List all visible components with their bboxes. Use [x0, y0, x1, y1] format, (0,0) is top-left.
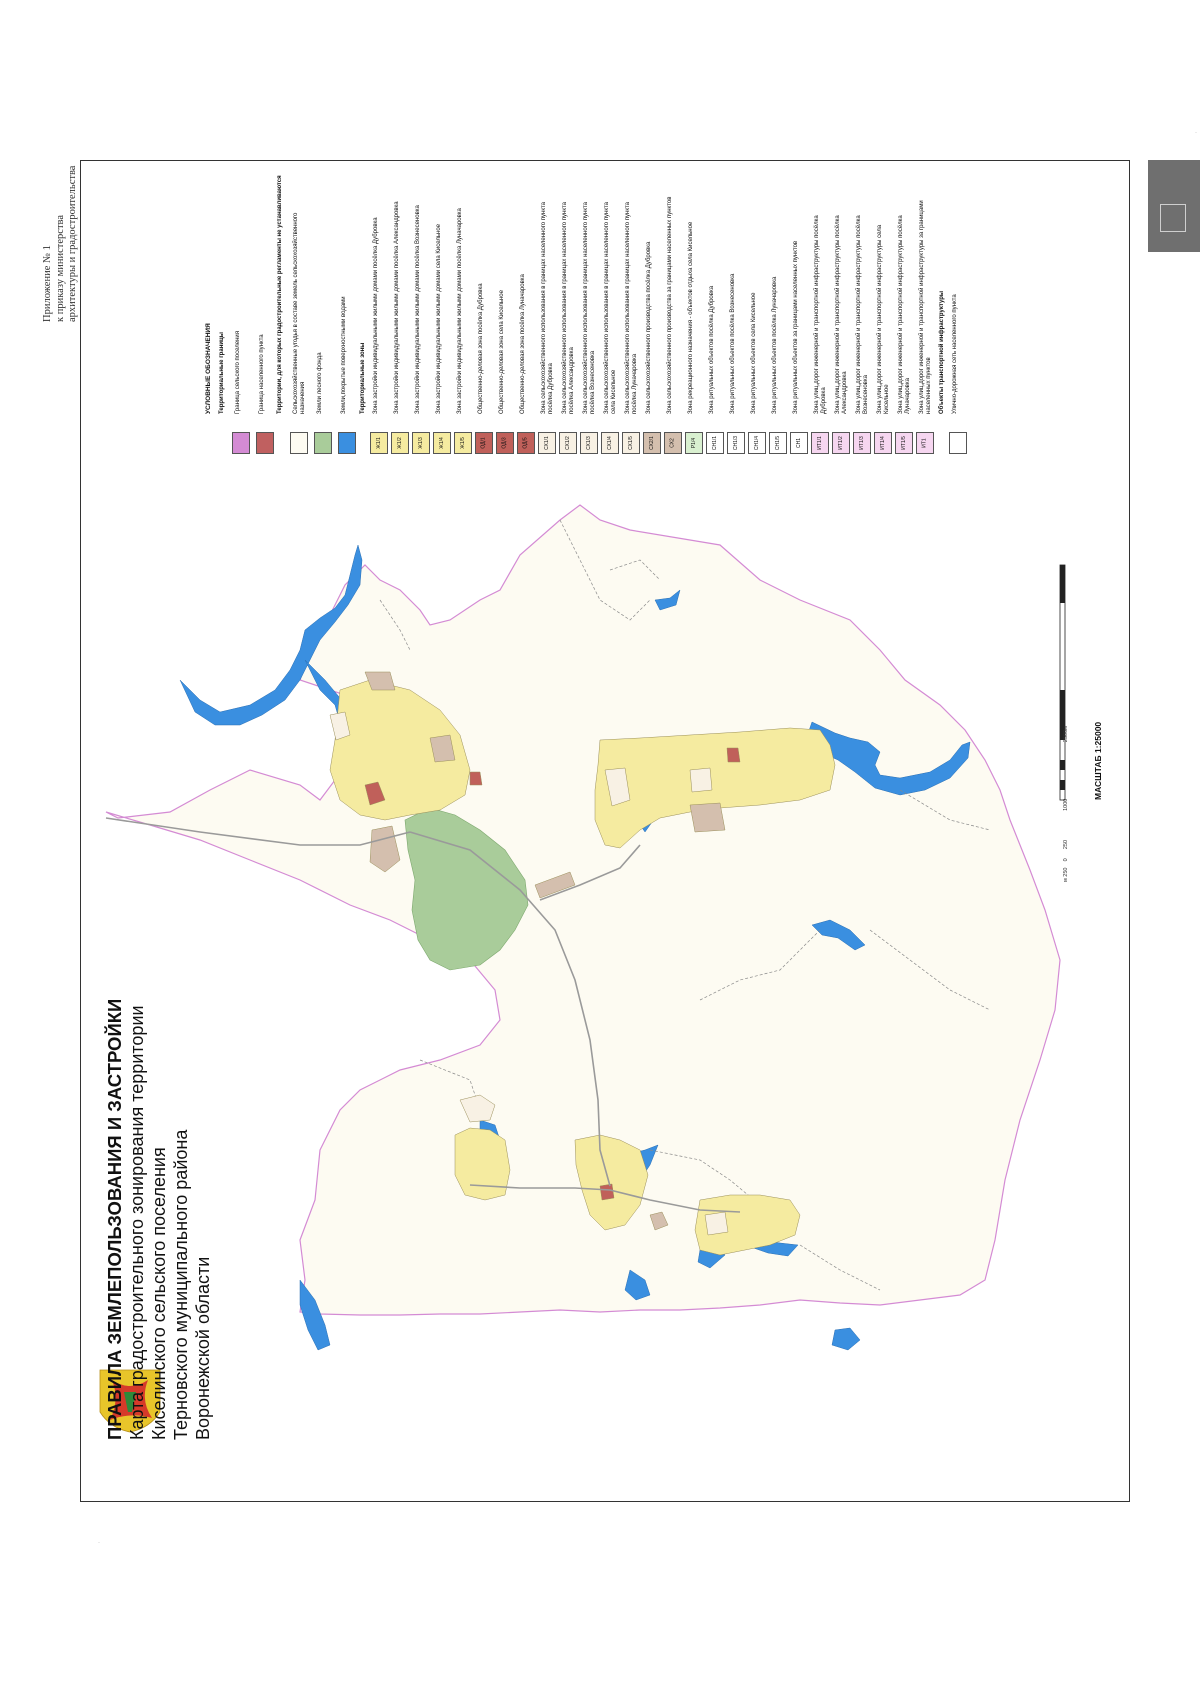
legend-label: Зона застройки индивидуальными жилыми домами посёлка Дубровка	[373, 217, 379, 414]
legend-code: ИТ1/1	[816, 436, 823, 450]
legend-code: Ж1/4	[438, 437, 445, 449]
legend-swatch	[895, 432, 913, 454]
legend-code: СХ1/2	[565, 436, 571, 450]
legend-code: СХ1/3	[586, 436, 592, 450]
legend-swatch	[601, 432, 619, 454]
legend-code: ИТ1/3	[858, 436, 865, 450]
legend-label: Зона сельскохозяйственного использования в границах населенного пункта посёлка Александровка	[562, 201, 575, 414]
legend-code: Ж1/1	[375, 437, 382, 449]
legend-label: Общественно-деловая зона посёлка Дубровка	[478, 283, 484, 414]
legend-label: Зона сельскохозяйственного производства за границами населенных пунктов	[667, 196, 673, 414]
legend-code: СХ2	[669, 438, 676, 448]
legend-swatch	[370, 432, 388, 454]
scale-tick: 250	[1063, 839, 1069, 850]
legend-swatch	[538, 432, 556, 454]
legend-label: Сельскохозяйственные угодья в составе земель сельскохозяйственного назначения	[293, 212, 306, 414]
legend-code: Ж1/3	[417, 437, 424, 449]
legend-swatch	[232, 432, 250, 454]
legend-label: Общественно-деловая зона посёлка Луначаровка	[520, 274, 526, 414]
legend-swatch	[949, 432, 967, 454]
legend-label: Зона улиц,дорог инженерной и транспортной инфраструктуры посёлка Луначаровка	[898, 215, 911, 414]
legend-label: Зона ритуальных объектов посёлка Дубровка	[709, 285, 715, 414]
margin-mark: ·	[98, 1540, 100, 1546]
legend-swatch	[685, 432, 703, 454]
legend-code: СХ1/1	[544, 436, 550, 450]
scale-tick: 2500м	[1063, 726, 1069, 743]
map-title-block	[104, 999, 214, 1440]
legend-label: Зона рекреационного назначения - объектов отдыха села Кисельное	[688, 221, 694, 414]
legend-label: Зона сельскохозяйственного производства посёлка Дубровка	[646, 241, 652, 414]
legend-section-title: Территории, для которых градостроительные регламенты не устанавливаются	[277, 175, 283, 414]
legend-code: Ж1/5	[459, 437, 466, 449]
legend-label: Зона застройки индивидуальными жилыми домами посёлка Вознесеновка	[415, 205, 421, 414]
legend-label: Земли,покрытые поверхностными водами	[341, 296, 347, 414]
scale-label: МАСШТАБ 1:25000	[1093, 721, 1103, 800]
legend-swatch	[790, 432, 808, 454]
legend-swatch	[290, 432, 308, 454]
legend-swatch	[475, 432, 493, 454]
legend-swatch	[748, 432, 766, 454]
legend-code: Ж1/2	[396, 437, 403, 449]
legend-code: ОД/5	[523, 437, 529, 449]
legend-label: Зона улиц,дорог инженерной и транспортной инфраструктуры посёлка Александровка	[835, 215, 848, 414]
scale-tick: 1000	[1063, 798, 1069, 811]
legend-swatch	[643, 432, 661, 454]
legend-label: Граница населенного пункта	[259, 334, 265, 414]
map-subtitle: Терновского муниципального района	[171, 1129, 191, 1440]
legend-code: ИТ1/4	[879, 436, 886, 450]
legend-code: ИТ1/5	[900, 436, 907, 450]
legend-swatch	[832, 432, 850, 454]
legend-code: ОД/1	[481, 437, 487, 449]
appendix-line: архитектуры и градостроительства	[67, 165, 78, 322]
legend-swatch	[811, 432, 829, 454]
legend-code: СХ1/4	[607, 436, 613, 450]
legend-swatch	[412, 432, 430, 454]
legend-heading: УСЛОВНЫЕ ОБОЗНАЧЕНИЯ	[205, 323, 212, 414]
legend-label: Зона улиц,дорог инженерной и транспортной инфраструктуры села Кисельное	[877, 224, 890, 414]
legend-label: Граница сельского поселения	[235, 330, 241, 414]
legend-code: ИТ1/2	[837, 436, 844, 450]
legend-code: СН1	[795, 437, 802, 449]
legend-label: Зона застройки индивидуальными жилыми домами посёлка Александровка	[394, 201, 400, 414]
legend-section-title: Объекты транспортной инфраструктуры	[939, 291, 945, 414]
legend-code: СН1/5	[775, 435, 781, 451]
legend-swatch	[559, 432, 577, 454]
legend-label: Зона сельскохозяйственного использования в границах населенного пункта посёлка Дубровка	[541, 201, 554, 414]
legend-label: Зона улиц,дорог инженерной и транспортной инфраструктуры за границами населенных пунктов	[919, 200, 932, 414]
scale-ticks	[1063, 726, 1069, 882]
legend-code: ОД/3	[502, 437, 508, 449]
legend-section-title: Территориальные зоны	[360, 342, 366, 414]
legend-swatch	[314, 432, 332, 454]
legend-label: Зона сельскохозяйственного использования в границах населенного пункта посёлка Луначаровка	[625, 201, 638, 414]
legend-label: Зона застройки индивидуальными жилыми домами села Кисельное	[436, 223, 442, 414]
legend-label: Зона застройки индивидуальными жилыми домами посёлка Луначаровка	[457, 208, 463, 414]
legend-swatch	[622, 432, 640, 454]
legend-label: Улично-дорожная сеть населенного пункта	[952, 294, 958, 414]
map-subtitle: Карта градостроительного зонирования территории	[127, 1005, 147, 1440]
legend-swatch	[874, 432, 892, 454]
legend-swatch	[727, 432, 745, 454]
legend-swatch	[256, 432, 274, 454]
legend-code: Р1/4	[690, 437, 697, 449]
legend-code: СХ1/5	[628, 436, 634, 450]
legend-label: Земли лесного фонда	[317, 352, 323, 414]
legend-label: Зона сельскохозяйственного использования в границах населенного пункта села Кисельное	[604, 201, 617, 414]
legend-swatch	[916, 432, 934, 454]
map-title: ПРАВИЛА ЗЕМЛЕПОЛЬЗОВАНИЯ И ЗАСТРОЙКИ	[104, 998, 125, 1440]
legend-swatch	[338, 432, 356, 454]
legend-label: Зона улиц,дорог инженерной и транспортной инфраструктуры посёлка Вознесеновка	[856, 215, 869, 414]
map-subtitle: Киселинского сельского поселения	[149, 1147, 169, 1440]
legend-section-title: Территориальные границы	[219, 332, 225, 414]
legend-swatch	[853, 432, 871, 454]
legend-swatch	[664, 432, 682, 454]
margin-mark: ·	[1195, 130, 1197, 136]
legend-label: Общественно-деловая зона села Кисельное	[499, 290, 505, 414]
legend-swatch	[454, 432, 472, 454]
legend-swatch	[433, 432, 451, 454]
legend-swatch	[517, 432, 535, 454]
legend-swatch	[391, 432, 409, 454]
legend-code: ИТ1	[922, 438, 928, 448]
scale-tick: м 250	[1063, 867, 1069, 882]
legend-label: Зона ритуальных объектов посёлка Луначаровка	[772, 276, 778, 414]
map-subtitle: Воронежской области	[193, 1256, 213, 1440]
legend-swatch	[769, 432, 787, 454]
legend-code: СН1/3	[733, 435, 739, 451]
appendix-line: Приложение № 1	[42, 245, 53, 322]
legend-swatch	[580, 432, 598, 454]
legend-code: СХ2/1	[649, 436, 655, 450]
legend-code: СН1/1	[712, 435, 718, 451]
legend-swatch	[706, 432, 724, 454]
appendix-line: к приказу министерства	[54, 214, 66, 322]
legend-code: СН1/4	[754, 435, 760, 451]
legend-label: Зона улиц,дорог инженерной и транспортной инфраструктуры посёлка Дубровка	[814, 215, 827, 414]
scale-tick: 0	[1063, 858, 1069, 862]
legend-label: Зона ритуальных объектов за границами населенных пунктов	[793, 240, 799, 414]
legend-label: Зона ритуальных объектов посёлка Вознесеновка	[730, 273, 736, 414]
legend-label: Зона ритуальных объектов села Кисельное	[751, 292, 757, 414]
legend-swatch	[496, 432, 514, 454]
legend-label: Зона сельскохозяйственного использования в границах населенного пункта посёлка Вознесеновка	[583, 201, 596, 414]
